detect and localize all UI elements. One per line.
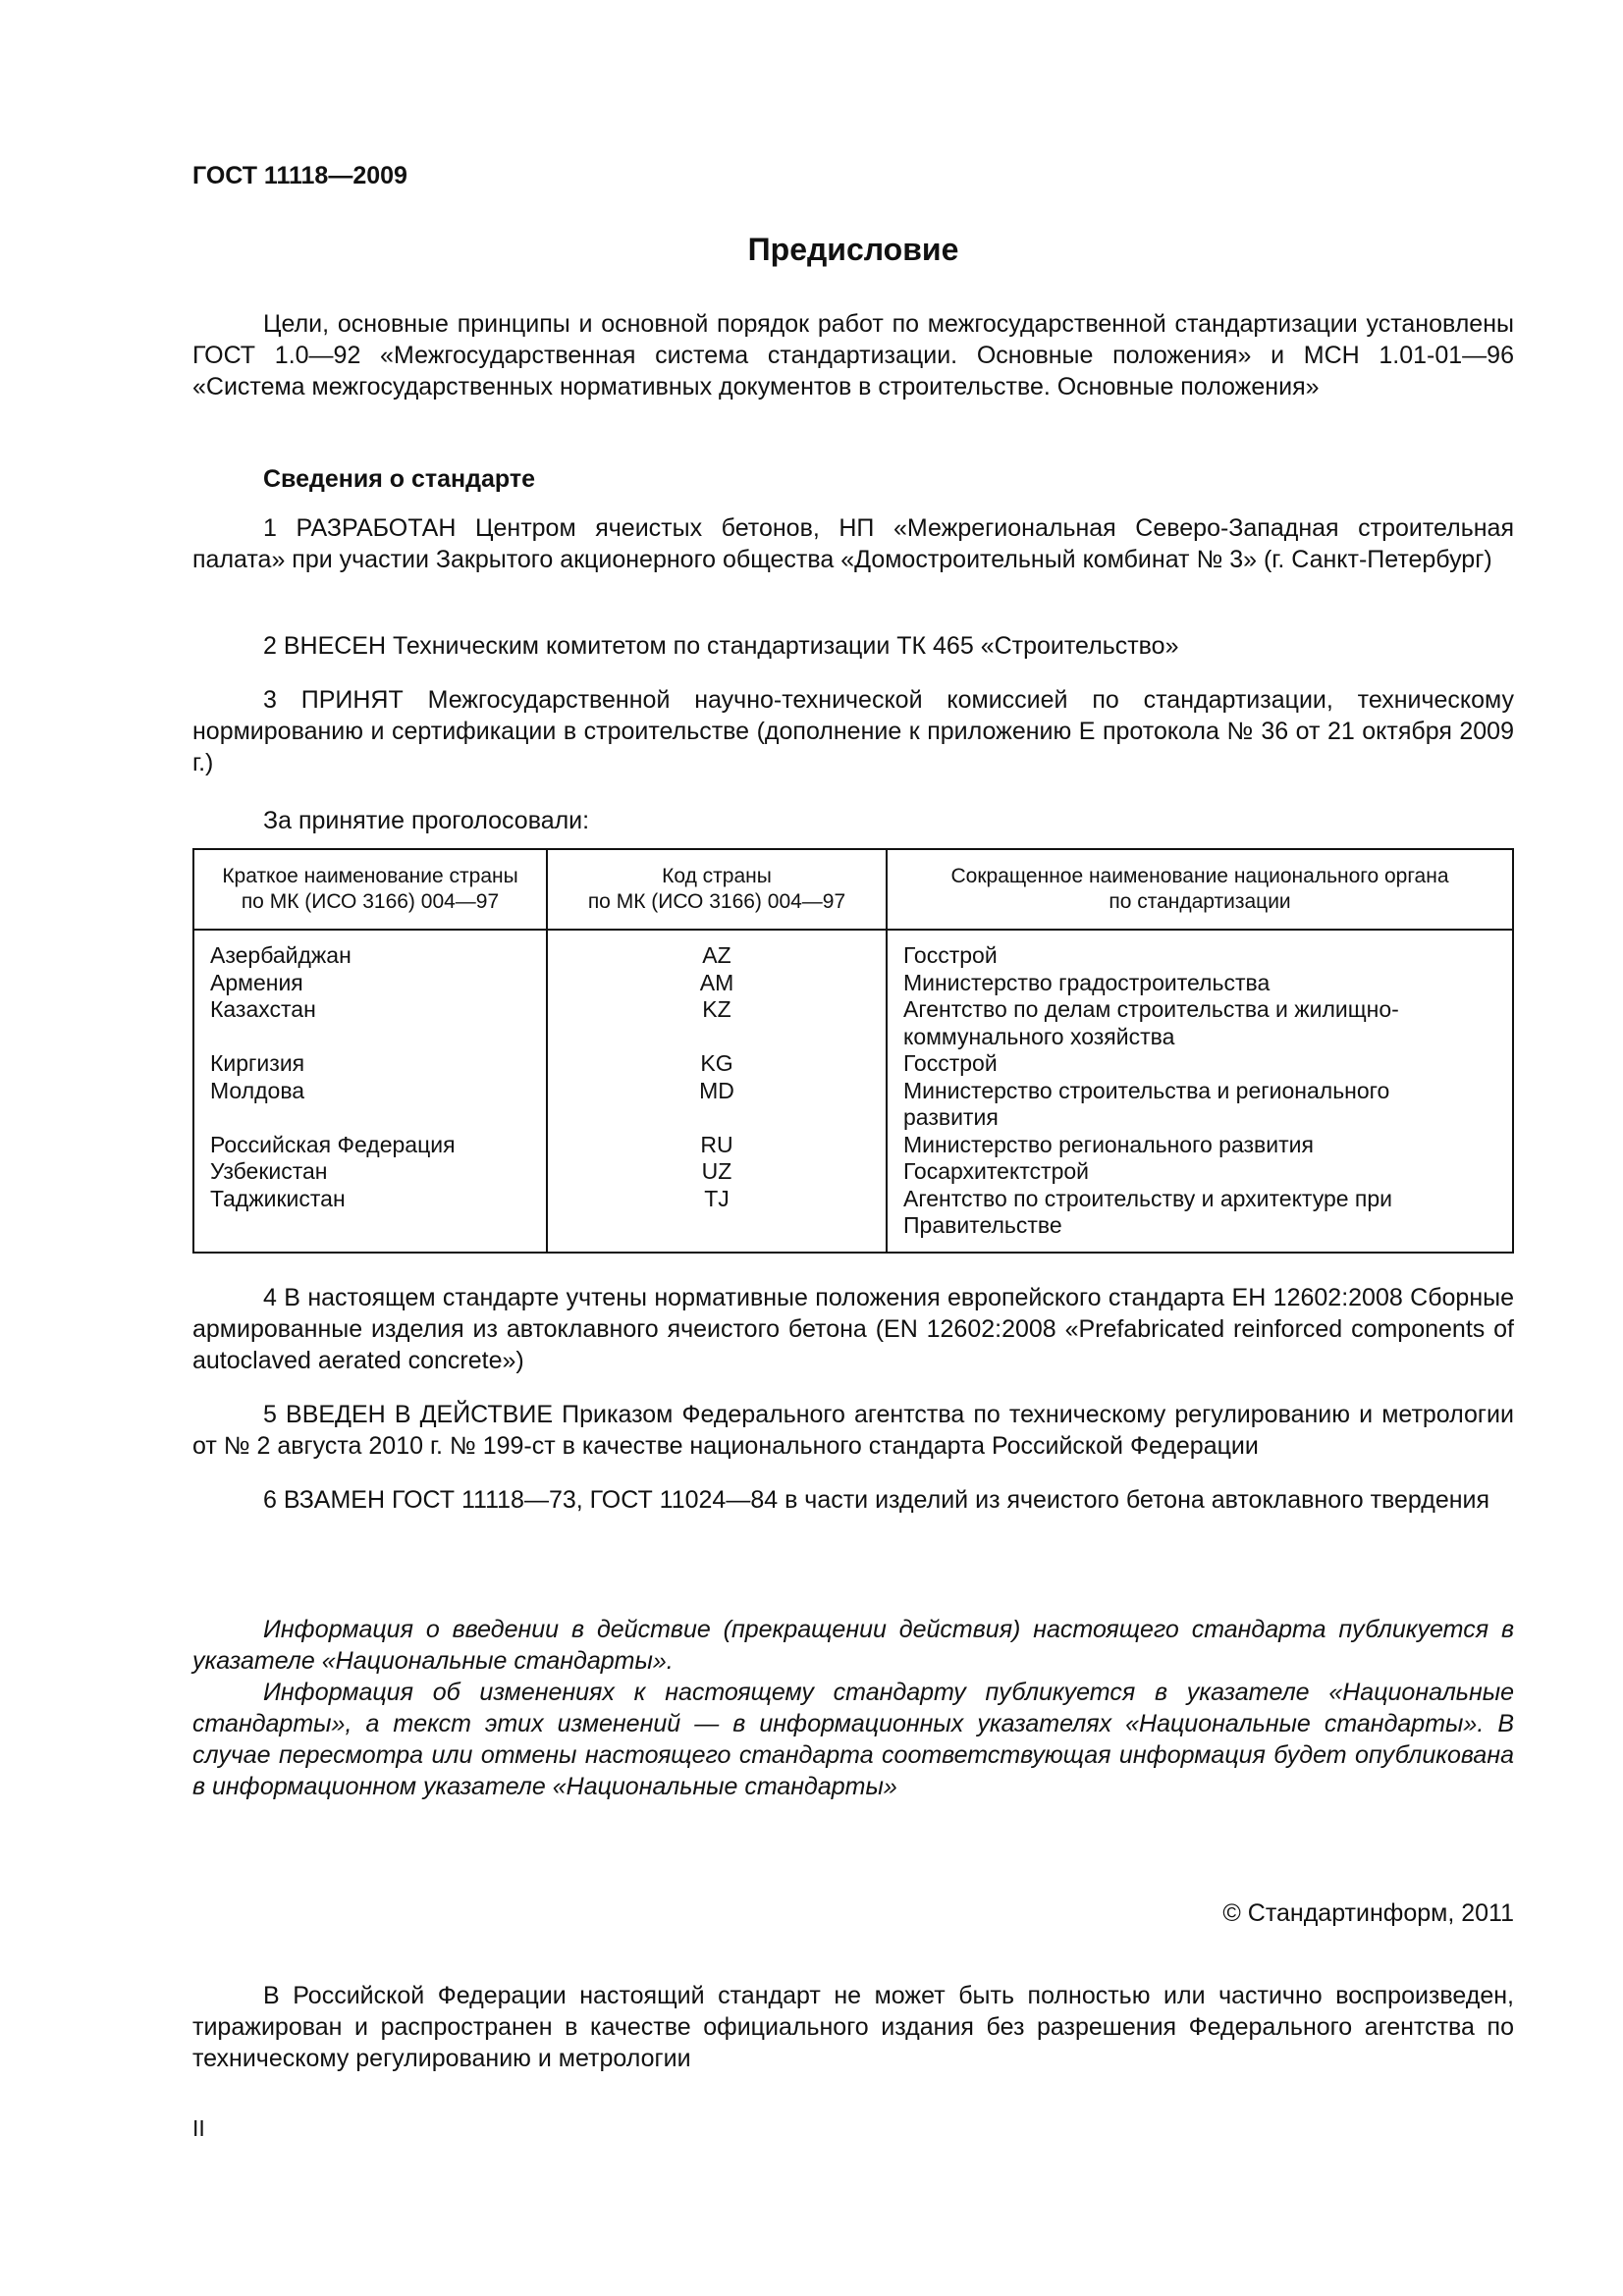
body-cell: Правительстве	[903, 1212, 1062, 1238]
code-cell	[564, 1104, 870, 1132]
header-code: Код страны по МК (ИСО 3166) 004—97	[547, 849, 887, 930]
country-cell: Молдова	[210, 1077, 305, 1103]
code-cell: AZ	[702, 942, 731, 968]
country-cell: Российская Федерация	[210, 1131, 456, 1157]
body-cell: Министерство градостроительства	[903, 969, 1271, 995]
page-number: II	[192, 2115, 205, 2141]
body-cell: Министерство регионального развития	[903, 1131, 1314, 1157]
voting-table	[192, 848, 1514, 1254]
body-cell: Агентство по строительству и архитектуре при	[903, 1185, 1393, 1211]
country-cell: Азербайджан	[210, 942, 352, 968]
country-cell: Казахстан	[210, 996, 316, 1022]
vote-intro: За принятие проголосовали:	[263, 807, 590, 834]
country-cell: Узбекистан	[210, 1158, 328, 1184]
code-cell: RU	[700, 1131, 733, 1157]
copyright: © Стандартинформ, 2011	[1222, 1899, 1514, 1927]
country-cell: Киргизия	[210, 1050, 305, 1076]
table-row	[193, 930, 1513, 1253]
code-cell: UZ	[701, 1158, 732, 1184]
item-6: 6 ВЗАМЕН ГОСТ 11118—73, ГОСТ 11024—84 в части изделий из ячеистого бетона автоклавного твердения	[263, 1486, 1490, 1514]
item-4: 4 В настоящем стандарте учтены нормативные положения европейского стандарта ЕН 12602:2008 Сборные армированные изделия из автоклавного ячеистого бетона (EN 12602:2008 «Prefabricated reinforced components of autoclaved aerated concrete»)	[192, 1284, 1514, 1374]
country-cell	[210, 1024, 530, 1051]
country-cell	[210, 1104, 530, 1132]
code-cell: KZ	[702, 996, 731, 1022]
header-country: Краткое наименование страны по МК (ИСО 3166) 004—97	[193, 849, 547, 930]
body-cell: Агентство по делам строительства и жилищно-	[903, 996, 1399, 1022]
body-cell: коммунального хозяйства	[903, 1023, 1175, 1049]
code-cell: AM	[699, 969, 734, 995]
standard-code: ГОСТ 11118—2009	[192, 162, 407, 189]
body-cell: Госархитектстрой	[903, 1158, 1090, 1184]
notice-paragraph-2: Информация об изменениях к настоящему стандарту публикуется в указателе «Национальные стандарты», а текст этих изменений — в информационных указателях «Национальные стандарты». В случае пересмотра или отмены настоящего стандарта соответствующая информация будет опубликована в информационном указателе «Национальные стандарты»	[192, 1679, 1514, 1800]
item-5: 5 ВВЕДЕН В ДЕЙСТВИЕ Приказом Федерального агентства по техническому регулированию и метрологии от № 2 августа 2010 г. № 199-ст в качестве национального стандарта Российской Федерации	[192, 1401, 1514, 1460]
notice-paragraph-1: Информация о введении в действие (прекращении действия) настоящего стандарта публикуется в указателе «Национальные стандарты».	[192, 1616, 1514, 1675]
body-cell: Министерство строительства и регионального	[903, 1077, 1390, 1103]
info-heading: Сведения о стандарте	[263, 465, 536, 493]
body-column	[887, 930, 1513, 1253]
body-cell: Госстрой	[903, 942, 998, 968]
code-cell: KG	[700, 1050, 733, 1076]
header-body: Сокращенное наименование национального органа по стандартизации	[887, 849, 1513, 930]
item-1: 1 РАЗРАБОТАН Центром ячеистых бетонов, НП «Межрегиональная Северо-Западная строительная палата» при участии Закрытого акционерного общества «Домостроительный комбинат № 3» (г. Санкт-Петербург)	[192, 514, 1514, 573]
page-title: Предисловие	[747, 232, 959, 267]
body-cell: Госстрой	[903, 1050, 998, 1076]
code-cell: TJ	[704, 1185, 730, 1211]
intro-paragraph: Цели, основные принципы и основной порядок работ по межгосударственной стандартизации установлены ГОСТ 1.0—92 «Межгосударственная система стандартизации. Основные положения» и МСН 1.01-01—96 «Система межгосударственных нормативных документов в строительстве. Основные положения»	[192, 310, 1514, 400]
country-cell: Армения	[210, 969, 303, 995]
code-cell: MD	[699, 1077, 734, 1103]
country-column	[193, 930, 547, 1253]
code-cell	[564, 1024, 870, 1051]
item-3: 3 ПРИНЯТ Межгосударственной научно-технической комиссией по стандартизации, техническому нормированию и сертификации в строительстве (дополнение к приложению Е протокола № 36 от 21 октября 2009 г.)	[192, 686, 1514, 776]
body-cell: развития	[903, 1104, 999, 1130]
restriction-paragraph: В Российской Федерации настоящий стандарт не может быть полностью или частично воспроизведен, тиражирован и распространен в качестве официального издания без разрешения Федерального агентства по техническому регулированию и метрологии	[192, 1982, 1514, 2072]
code-column	[547, 930, 887, 1253]
table-header-row	[193, 849, 1513, 930]
item-2: 2 ВНЕСЕН Техническим комитетом по стандартизации ТК 465 «Строительство»	[263, 632, 1179, 660]
country-cell: Таджикистан	[210, 1185, 346, 1211]
